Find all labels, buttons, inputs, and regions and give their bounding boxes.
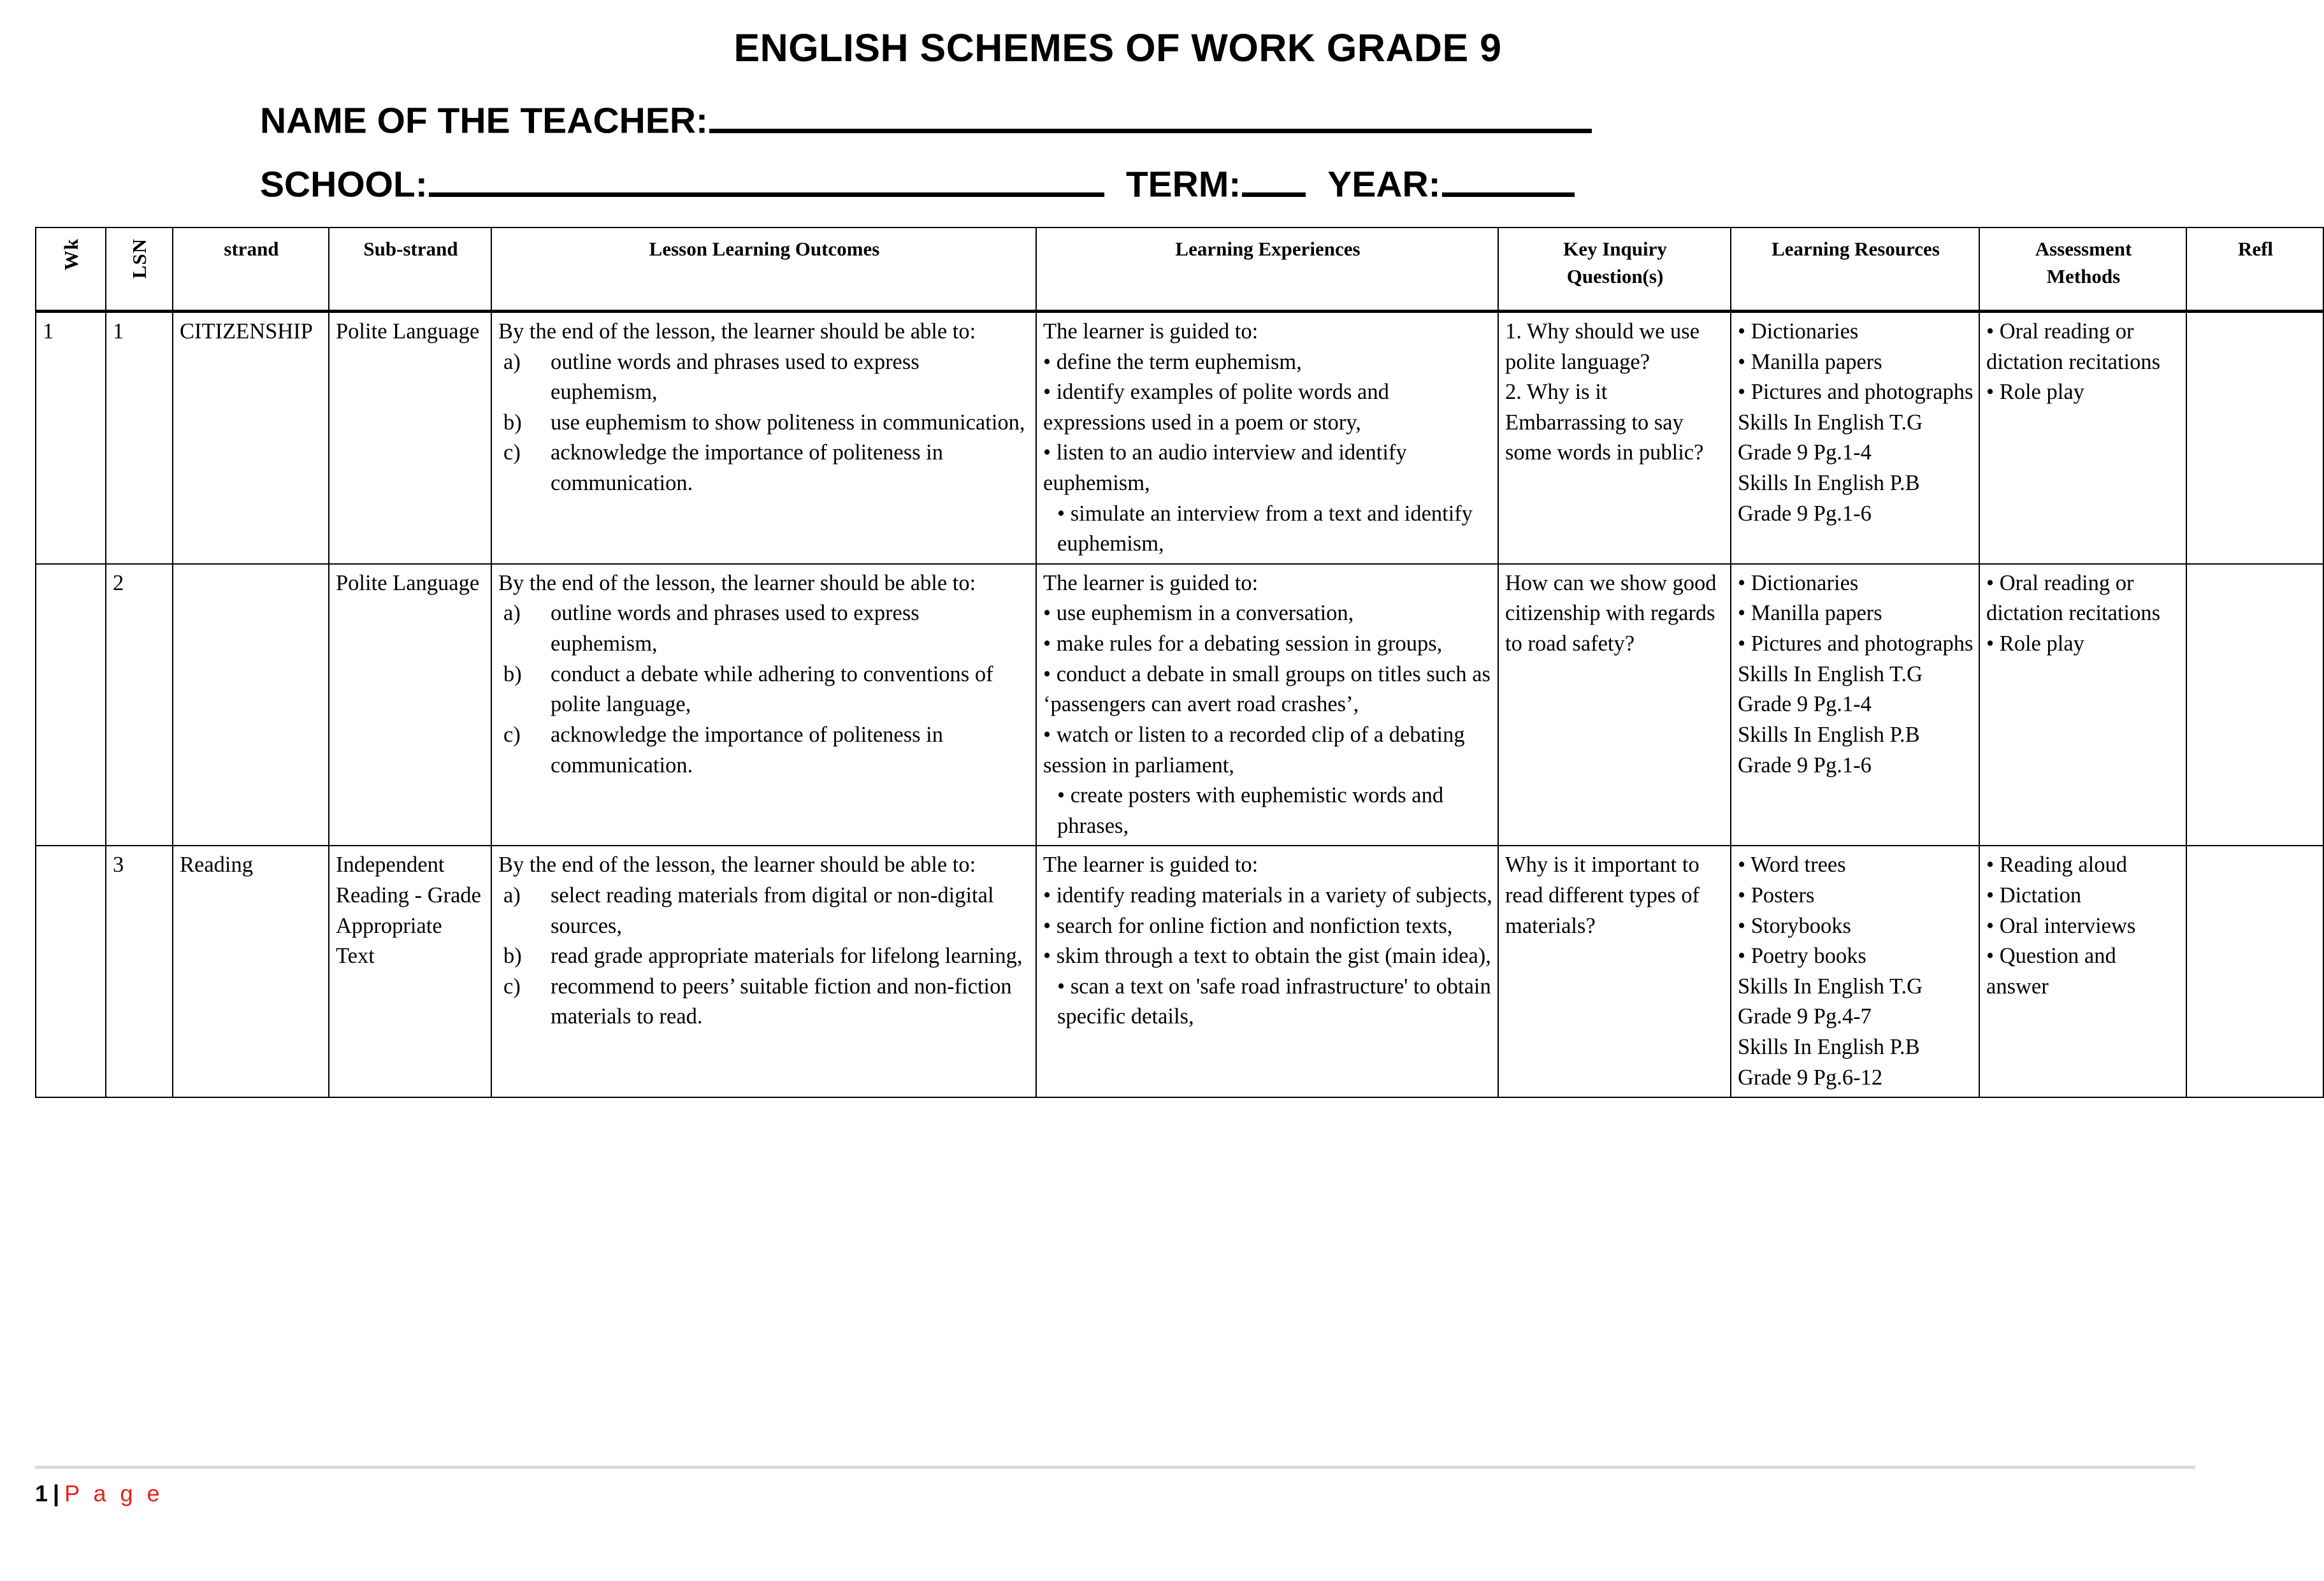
experiences-list-item: • identify examples of polite words and expressions used in a poem or story, (1043, 380, 1389, 435)
resources-list (1738, 850, 1974, 971)
cell-key-inquiry (1498, 312, 1731, 564)
outcomes-item-text: acknowledge the importance of politeness in communication. (551, 722, 944, 777)
assessment-list-item: • Oral reading or dictation recitations (1986, 570, 2161, 626)
key-inquiry-line-1: Key Inquiry (1563, 238, 1667, 260)
footer-separator: | (53, 1480, 60, 1506)
cell-week (36, 846, 106, 1097)
assessment-list-item: • Dictation (1986, 883, 2082, 907)
cell-strand: CITIZENSHIP (173, 312, 329, 564)
resources-reference: Skills In English P.B Grade 9 Pg.1-6 (1738, 471, 1920, 526)
resources-list (1738, 317, 1974, 408)
cell-learning-resources (1731, 564, 1979, 846)
school-label: SCHOOL: (260, 164, 428, 205)
cell-strand (173, 564, 329, 846)
term-label: TERM: (1125, 164, 1241, 205)
column-header-learning-resources: Learning Resources (1731, 227, 1979, 312)
resources-reference: Skills In English T.G Grade 9 Pg.1-4 (1738, 661, 1923, 717)
experiences-list-item: • define the term euphemism, (1043, 349, 1302, 374)
cell-learning-experiences (1036, 564, 1498, 846)
column-header-assessment-methods (1979, 227, 2186, 312)
experiences-list-item: • create posters with euphemistic words and phrases, (1057, 783, 1444, 838)
outcomes-item-text: read grade appropriate materials for lifelong learning, (551, 944, 1023, 969)
resources-list-item: • Storybooks (1738, 913, 1851, 938)
school-input-rule[interactable] (429, 162, 1104, 197)
assessment-list (1986, 568, 2181, 660)
resources-list-item: • Manilla papers (1738, 601, 1882, 626)
table-header (36, 227, 2323, 312)
lesson-header-label: LSN (128, 238, 151, 279)
experiences-list (1043, 598, 1492, 841)
resources-reference: Skills In English P.B Grade 9 Pg.1-6 (1738, 722, 1920, 777)
assessment-list (1986, 850, 2181, 1002)
cell-substrand: Independent Reading - Grade Appropriate Text (329, 846, 491, 1097)
cell-week: 1 (36, 312, 106, 564)
table-header-row (36, 227, 2323, 312)
assessment-list-item: • Question and answer (1986, 944, 2116, 999)
cell-assessment-methods (1979, 312, 2186, 564)
column-header-strand: strand (173, 227, 329, 312)
table-row (36, 312, 2323, 564)
cell-lesson: 3 (106, 846, 173, 1097)
assessment-list-item: • Oral interviews (1986, 913, 2136, 938)
experiences-list-item: • simulate an interview from a text and identify euphemism, (1057, 501, 1473, 556)
outcomes-lead: By the end of the lesson, the learner should be able to: (498, 853, 976, 877)
cell-key-inquiry (1498, 846, 1731, 1097)
experiences-list-item: • make rules for a debating session in groups, (1043, 632, 1443, 656)
resources-reference: Skills In English P.B Grade 9 Pg.6-12 (1738, 1035, 1920, 1090)
page-title: ENGLISH SCHEMES OF WORK GRADE 9 (733, 26, 1502, 69)
teacher-field-line (260, 99, 1592, 142)
year-label: YEAR: (1327, 164, 1441, 205)
outcomes-item-text: outline words and phrases used to express euphemism, (551, 349, 920, 405)
experiences-list-item: • skim through a text to obtain the gist (main idea), (1043, 944, 1491, 969)
experiences-lead: The learner is guided to: (1043, 853, 1259, 877)
cell-learning-outcomes (491, 312, 1036, 564)
outcomes-list-item (498, 881, 1030, 941)
outcomes-item-marker: a) (503, 349, 521, 374)
outcomes-list-item (498, 941, 1030, 972)
column-header-learning-experiences: Learning Experiences (1036, 227, 1498, 312)
outcomes-item-marker: c) (503, 722, 521, 747)
column-header-week (36, 227, 106, 312)
outcomes-list-item (498, 660, 1030, 720)
table-body (36, 312, 2323, 1098)
outcomes-item-marker: b) (503, 410, 522, 435)
table-row (36, 846, 2323, 1097)
outcomes-item-text: outline words and phrases used to express euphemism, (551, 601, 920, 656)
assessment-line-1: Assessment (2035, 238, 2132, 260)
assessment-list-item: • Role play (1986, 632, 2084, 656)
cell-learning-experiences (1036, 312, 1498, 564)
experiences-list (1043, 347, 1492, 559)
cell-learning-resources (1731, 312, 1979, 564)
cell-lesson: 1 (106, 312, 173, 564)
experiences-list-item: • conduct a debate in small groups on titles such as ‘passengers can avert road crashes’, (1043, 661, 1490, 717)
schemes-of-work-table (35, 227, 2324, 1098)
resources-reference: Skills In English T.G Grade 9 Pg.1-4 (1738, 410, 1923, 465)
outcomes-item-text: use euphemism to show politeness in communication, (551, 410, 1025, 435)
cell-lesson: 2 (106, 564, 173, 846)
column-header-key-inquiry (1498, 227, 1731, 312)
outcomes-list-item (498, 598, 1030, 659)
table-row (36, 564, 2323, 846)
outcomes-item-text: conduct a debate while adhering to conventions of polite language, (551, 661, 993, 717)
resources-list (1738, 568, 1974, 660)
resources-list-item: • Pictures and photographs (1738, 632, 1974, 656)
outcomes-item-marker: a) (503, 601, 521, 626)
cell-strand: Reading (173, 846, 329, 1097)
experiences-list-item: • scan a text on 'safe road infrastructure' to obtain specific details, (1057, 974, 1491, 1029)
column-header-reflection: Refl (2186, 227, 2323, 312)
cell-reflection[interactable] (2186, 846, 2323, 1097)
cell-learning-outcomes (491, 564, 1036, 846)
outcomes-list (498, 347, 1030, 499)
experiences-list-item: • identify reading materials in a variety of subjects, (1043, 883, 1492, 907)
cell-assessment-methods (1979, 564, 2186, 846)
cell-reflection[interactable] (2186, 312, 2323, 564)
cell-learning-resources (1731, 846, 1979, 1097)
outcomes-item-marker: a) (503, 883, 521, 907)
year-input-rule[interactable] (1442, 162, 1575, 197)
cell-learning-outcomes (491, 846, 1036, 1097)
footer-page-indicator (35, 1480, 2195, 1507)
column-header-learning-outcomes: Lesson Learning Outcomes (491, 227, 1036, 312)
outcomes-item-marker: c) (503, 974, 521, 999)
outcomes-lead: By the end of the lesson, the learner should be able to: (498, 570, 976, 595)
experiences-list-item: • use euphemism in a conversation, (1043, 601, 1354, 626)
assessment-list-item: • Reading aloud (1986, 853, 2127, 877)
key-inquiry-question: How can we show good citizenship with regards to road safety? (1505, 570, 1717, 656)
assessment-list-item: • Role play (1986, 380, 2084, 405)
experiences-list-item: • listen to an audio interview and identify euphemism, (1043, 440, 1407, 496)
experiences-list-item: • watch or listen to a recorded clip of a debating session in parliament, (1043, 722, 1465, 777)
cell-reflection[interactable] (2186, 564, 2323, 846)
teacher-input-rule[interactable] (709, 99, 1592, 133)
column-header-lesson (106, 227, 173, 312)
footer-page-number: 1 (35, 1480, 48, 1506)
outcomes-item-marker: b) (503, 944, 522, 969)
resources-list-item: • Word trees (1738, 853, 1846, 877)
school-term-year-field-line (260, 162, 1575, 206)
assessment-list (1986, 317, 2181, 408)
outcomes-item-marker: c) (503, 440, 521, 465)
key-inquiry-question: 1. Why should we use polite language? (1505, 319, 1700, 374)
experiences-lead: The learner is guided to: (1043, 319, 1259, 343)
key-inquiry-question: Why is it important to read different types of materials? (1505, 853, 1700, 938)
resources-reference: Skills In English T.G Grade 9 Pg.4-7 (1738, 974, 1923, 1029)
term-input-rule[interactable] (1242, 162, 1306, 197)
outcomes-item-text: acknowledge the importance of politeness in communication. (551, 440, 944, 496)
resources-list-item: • Manilla papers (1738, 349, 1882, 374)
cell-week (36, 564, 106, 846)
page-footer (35, 1466, 2195, 1507)
cell-substrand: Polite Language (329, 564, 491, 846)
experiences-lead: The learner is guided to: (1043, 570, 1259, 595)
experiences-list-item: • search for online fiction and nonfiction texts, (1043, 913, 1453, 938)
column-header-substrand: Sub-strand (329, 227, 491, 312)
resources-list-item: • Pictures and photographs (1738, 380, 1974, 405)
outcomes-list-item (498, 347, 1030, 408)
resources-list-item: • Dictionaries (1738, 319, 1859, 343)
assessment-line-2: Methods (2046, 264, 2121, 287)
outcomes-list-item (498, 438, 1030, 498)
key-inquiry-question: 2. Why is it Embarrassing to say some words in public? (1505, 380, 1704, 465)
resources-list-item: • Posters (1738, 883, 1815, 907)
outcomes-lead: By the end of the lesson, the learner should be able to: (498, 319, 976, 343)
outcomes-list (498, 598, 1030, 781)
resources-list-item: • Dictionaries (1738, 570, 1859, 595)
cell-substrand: Polite Language (329, 312, 491, 564)
experiences-list (1043, 881, 1492, 1032)
outcomes-list (498, 881, 1030, 1032)
outcomes-item-marker: b) (503, 661, 522, 686)
resources-list-item: • Poetry books (1738, 944, 1866, 969)
outcomes-list-item (498, 972, 1030, 1032)
week-header-label: Wk (59, 238, 82, 271)
assessment-list-item: • Oral reading or dictation recitations (1986, 319, 2161, 374)
cell-learning-experiences (1036, 846, 1498, 1097)
teacher-label: NAME OF THE TEACHER: (260, 100, 708, 141)
footer-page-word: P a g e (64, 1480, 164, 1506)
cell-key-inquiry (1498, 564, 1731, 846)
key-inquiry-line-2: Question(s) (1566, 264, 1664, 287)
outcomes-item-text: recommend to peers’ suitable fiction and non-fiction materials to read. (551, 974, 1012, 1029)
footer-divider (35, 1466, 2195, 1469)
outcomes-list-item (498, 408, 1030, 438)
outcomes-list-item (498, 720, 1030, 781)
cell-assessment-methods (1979, 846, 2186, 1097)
outcomes-item-text: select reading materials from digital or non-digital sources, (551, 883, 994, 938)
